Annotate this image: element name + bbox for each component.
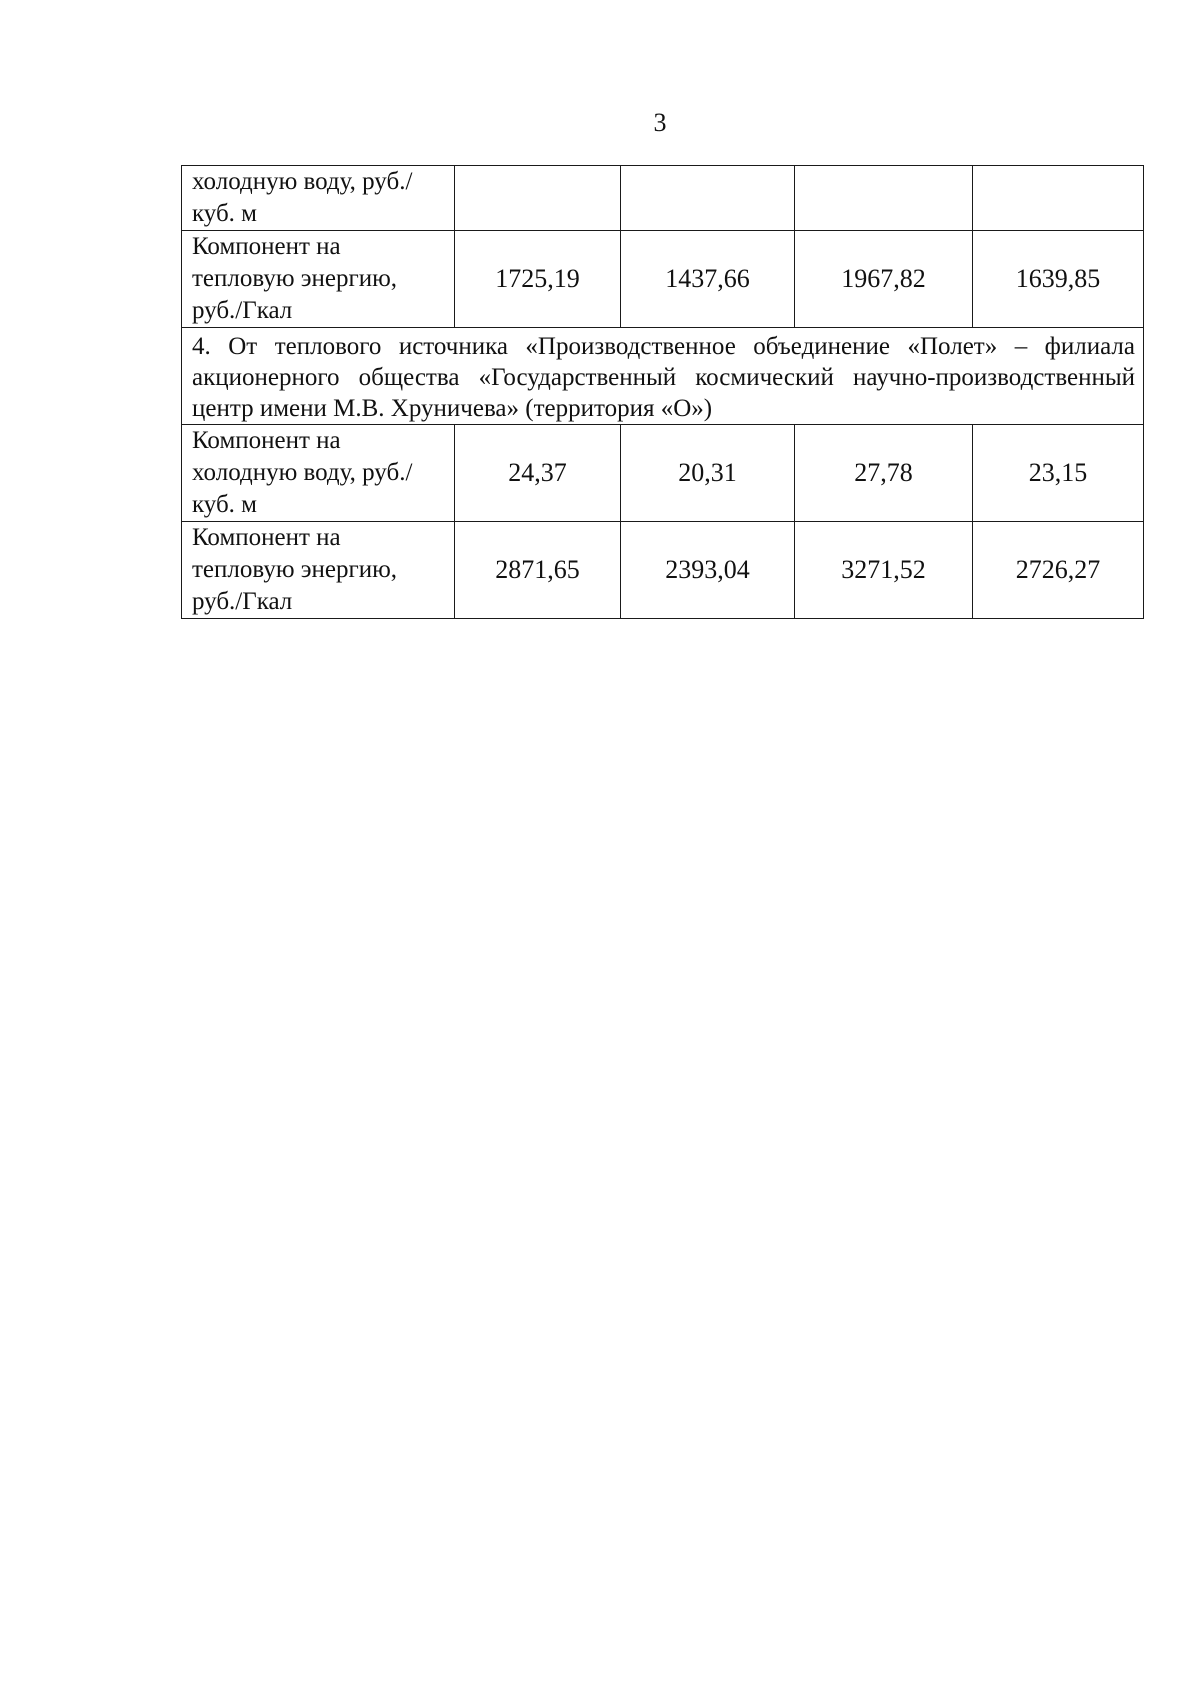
value-cell: 1967,82 bbox=[795, 231, 973, 328]
table-row bbox=[182, 425, 1144, 522]
row-label: холодную воду, руб./ куб. м bbox=[182, 166, 455, 231]
value-cell: 2871,65 bbox=[455, 522, 621, 619]
table-row bbox=[182, 231, 1144, 328]
section-title: 4. От теплового источника «Производственное объединение «Полет» – филиала акционерного общества «Государственный космический научно-производственный центр имени М.В. Хруничева» (территория «О») bbox=[182, 328, 1144, 425]
value-cell bbox=[795, 166, 973, 231]
value-cell bbox=[455, 166, 621, 231]
value-cell bbox=[973, 166, 1144, 231]
value-cell bbox=[621, 166, 795, 231]
value-cell: 27,78 bbox=[795, 425, 973, 522]
row-label: Компонент на тепловую энергию, руб./Гкал bbox=[182, 231, 455, 328]
value-cell: 1437,66 bbox=[621, 231, 795, 328]
table-row-continued bbox=[182, 166, 1144, 231]
table-row bbox=[182, 522, 1144, 619]
page-number: 3 bbox=[653, 108, 667, 137]
row-label: Компонент на тепловую энергию, руб./Гкал bbox=[182, 522, 455, 619]
value-cell: 1639,85 bbox=[973, 231, 1144, 328]
value-cell: 2393,04 bbox=[621, 522, 795, 619]
value-cell: 23,15 bbox=[973, 425, 1144, 522]
value-cell: 1725,19 bbox=[455, 231, 621, 328]
value-cell: 3271,52 bbox=[795, 522, 973, 619]
row-label: Компонент на холодную воду, руб./ куб. м bbox=[182, 425, 455, 522]
value-cell: 24,37 bbox=[455, 425, 621, 522]
value-cell: 2726,27 bbox=[973, 522, 1144, 619]
section-header-row bbox=[182, 328, 1144, 425]
value-cell: 20,31 bbox=[621, 425, 795, 522]
tariff-table bbox=[181, 165, 1144, 619]
